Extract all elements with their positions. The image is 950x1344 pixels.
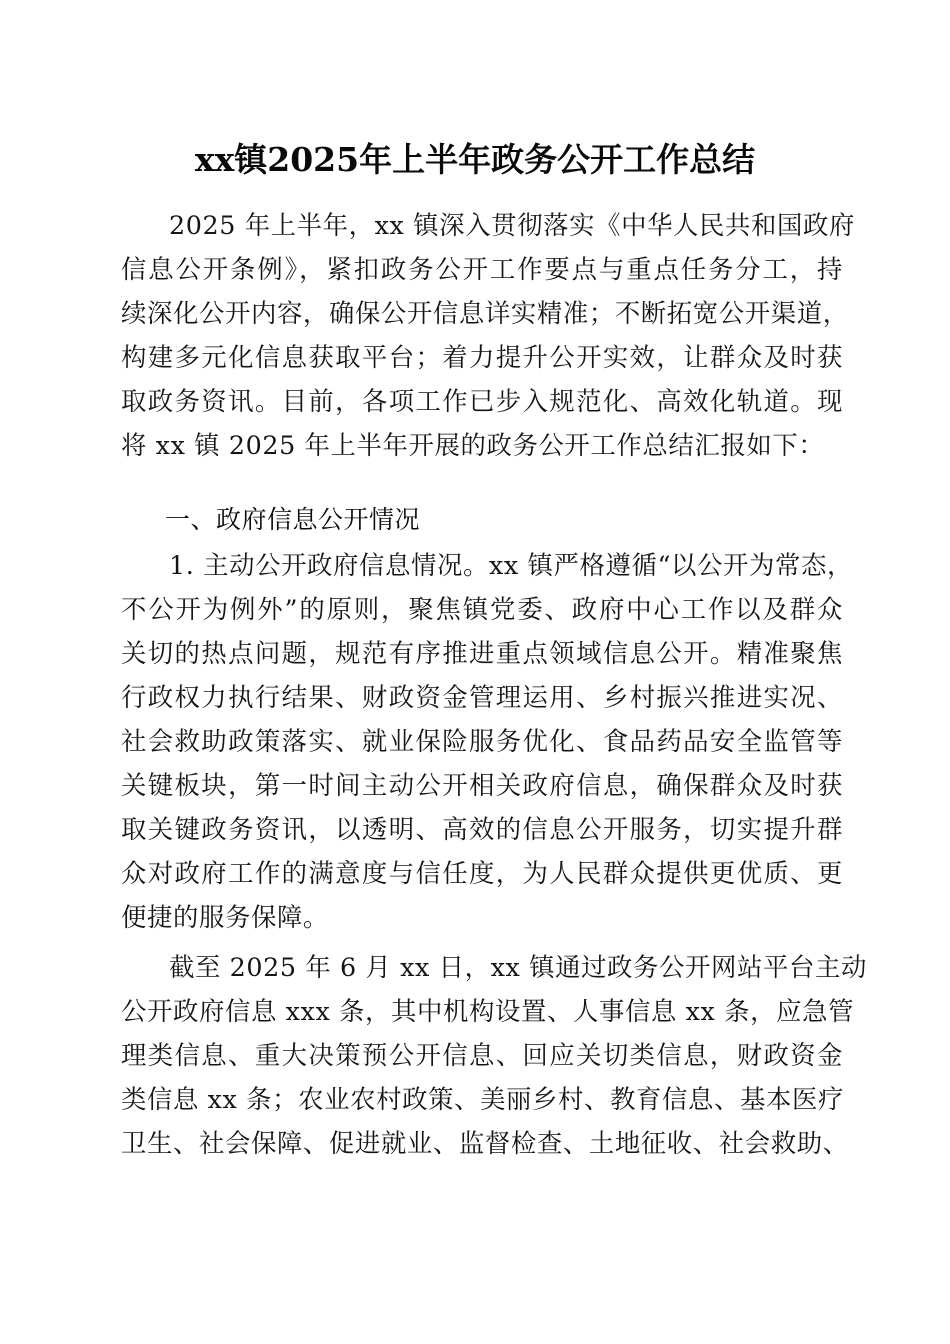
paragraph-line: 便捷的服务保障。 bbox=[121, 902, 329, 932]
paragraph-line: 信息公开条例》，紧扣政务公开工作要点与重点任务分工，持 bbox=[121, 254, 843, 284]
paragraph-line: 不公开为例外”的原则，聚焦镇党委、政府中心工作以及群众 bbox=[121, 594, 843, 624]
statistics-paragraph bbox=[121, 945, 867, 1165]
active-disclosure-paragraph bbox=[121, 543, 853, 939]
section-heading-container bbox=[121, 497, 843, 543]
paragraph-line: 公开政府信息 xxx 条，其中机构设置、人事信息 xx 条，应急管 bbox=[121, 996, 855, 1026]
paragraph-line: 取政务资讯。目前，各项工作已步入规范化、高效化轨道。现 bbox=[121, 386, 843, 416]
paragraph-line: 将 xx 镇 2025 年上半年开展的政务公开工作总结汇报如下： bbox=[121, 430, 825, 460]
paragraph-line: 构建多元化信息获取平台；着力提升公开实效，让群众及时获 bbox=[121, 342, 843, 372]
paragraph-line: 关切的热点问题，规范有序推进重点领域信息公开。精准聚焦 bbox=[121, 638, 843, 668]
paragraph-line: 关键板块，第一时间主动公开相关政府信息，确保群众及时获 bbox=[121, 770, 843, 800]
paragraph-line: 社会救助政策落实、就业保险服务优化、食品药品安全监管等 bbox=[121, 726, 843, 756]
paragraph-line: 理类信息、重大决策预公开信息、回应关切类信息，财政资金 bbox=[121, 1040, 843, 1070]
paragraph-line: 取关键政务资讯，以透明、高效的信息公开服务，切实提升群 bbox=[121, 814, 843, 844]
paragraph-line: 众对政府工作的满意度与信任度，为人民群众提供更优质、更 bbox=[121, 858, 843, 888]
paragraph-line: 续深化公开内容，确保公开信息详实精准；不断拓宽公开渠道， bbox=[121, 298, 849, 328]
paragraph-line: 行政权力执行结果、财政资金管理运用、乡村振兴推进实况、 bbox=[121, 682, 843, 712]
paragraph-line: 2025 年上半年，xx 镇深入贯彻落实《中华人民共和国政府 bbox=[169, 210, 855, 240]
section-heading: 一、政府信息公开情况 bbox=[165, 505, 421, 534]
paragraph-line: 截至 2025 年 6 月 xx 日，xx 镇通过政务公开网站平台主动 bbox=[169, 952, 867, 982]
document-title: xx镇2025年上半年政务公开工作总结 bbox=[194, 140, 756, 179]
paragraph-line: 1. 主动公开政府信息情况。xx 镇严格遵循“以公开为常态， bbox=[169, 550, 853, 580]
paragraph-line: 卫生、社会保障、促进就业、监督检查、土地征收、社会救助、 bbox=[121, 1128, 849, 1158]
intro-paragraph bbox=[121, 203, 855, 467]
paragraph-line: 类信息 xx 条；农业农村政策、美丽乡村、教育信息、基本医疗 bbox=[121, 1084, 844, 1114]
